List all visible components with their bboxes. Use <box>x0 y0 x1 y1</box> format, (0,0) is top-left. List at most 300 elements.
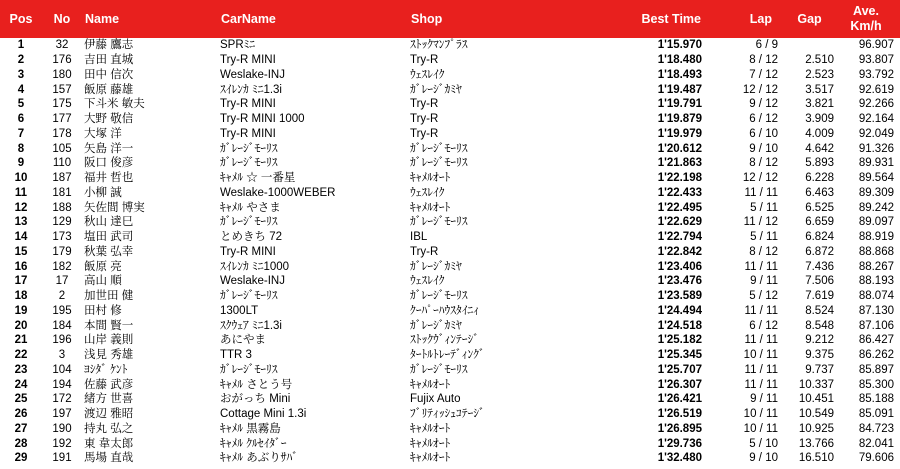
cell-lap: 5 / 12 <box>749 290 778 303</box>
cell-car-name: ｷｬﾒﾙ ｸﾙｾｲﾀﾞｰ <box>220 437 287 450</box>
cell-best-time: 1'23.589 <box>657 290 702 303</box>
cell-shop: Try-R <box>410 98 439 111</box>
cell-car-name: Try-R MINI <box>220 54 276 67</box>
cell-shop: ｶﾞﾚｰｼﾞﾓｰﾘｽ <box>410 363 468 376</box>
cell-ave-speed: 89.242 <box>858 201 894 214</box>
cell-car-name: TTR 3 <box>220 349 252 362</box>
cell-driver-name: 佐藤 武彦 <box>84 378 134 391</box>
header-pos: Pos <box>9 11 33 26</box>
cell-driver-name: 飯原 藤雄 <box>84 83 134 96</box>
cell-best-time: 1'15.970 <box>657 39 702 52</box>
cell-car-name: ｷｬﾒﾙ ☆ 一番星 <box>220 172 296 185</box>
cell-ave-speed: 92.164 <box>858 113 894 126</box>
table-row <box>0 171 900 186</box>
table-row <box>0 363 900 378</box>
cell-ave-speed: 92.619 <box>858 83 894 96</box>
table-row <box>0 245 900 260</box>
cell-lap: 5 / 11 <box>750 201 778 214</box>
cell-pos: 5 <box>17 98 25 111</box>
cell-pos: 17 <box>14 275 28 288</box>
cell-best-time: 1'19.791 <box>657 98 702 111</box>
cell-car-number: 129 <box>52 216 72 229</box>
cell-best-time: 1'25.182 <box>657 334 702 347</box>
table-header <box>0 0 900 38</box>
cell-car-number: 192 <box>52 437 72 450</box>
cell-car-name: Try-R MINI <box>220 98 276 111</box>
cell-gap: 3.909 <box>805 113 834 126</box>
cell-shop: ｷｬﾒﾙｵｰﾄ <box>410 452 451 465</box>
cell-lap: 9 / 10 <box>749 452 778 465</box>
cell-pos: 24 <box>14 378 28 391</box>
cell-car-name: ｶﾞﾚｰｼﾞﾓｰﾘｽ <box>220 157 278 170</box>
cell-pos: 10 <box>14 172 28 185</box>
cell-pos: 4 <box>17 83 25 96</box>
cell-shop: ｶﾞﾚｰｼﾞｶﾐﾔ <box>410 260 462 273</box>
table-row <box>0 156 900 171</box>
cell-lap: 5 / 10 <box>749 437 778 450</box>
cell-car-name: ｷｬﾒﾙ さとう号 <box>220 378 293 391</box>
header-ave-speed <box>837 0 900 38</box>
cell-pos: 29 <box>14 452 28 465</box>
cell-pos: 20 <box>14 319 28 332</box>
cell-lap: 5 / 11 <box>750 231 778 244</box>
table-row <box>0 451 900 466</box>
cell-car-name: Weslake-INJ <box>220 68 285 81</box>
cell-car-name: ｶﾞﾚｰｼﾞﾓｰﾘｽ <box>220 142 278 155</box>
cell-car-name: Try-R MINI 1000 <box>220 113 305 126</box>
cell-gap: 6.228 <box>805 172 834 185</box>
cell-gap: 4.009 <box>805 127 834 140</box>
cell-shop: ｽﾄｯｸﾏﾝﾌﾟﾗｽ <box>410 39 468 52</box>
cell-ave-speed: 87.130 <box>858 304 894 317</box>
cell-shop: Try-R <box>410 113 439 126</box>
header-row <box>0 0 900 38</box>
cell-ave-speed: 86.427 <box>858 334 894 347</box>
cell-shop: ｸｰﾊﾟｰﾊｳｽﾀｲﾆｨ <box>410 304 479 317</box>
table-row <box>0 304 900 319</box>
cell-pos: 23 <box>14 363 28 376</box>
cell-best-time: 1'18.493 <box>657 68 702 81</box>
cell-car-name: Try-R MINI <box>220 245 276 258</box>
cell-gap: 7.506 <box>805 275 834 288</box>
cell-shop: ｽﾄｯｸｳﾞｨﾝﾃｰｼﾞ <box>410 334 479 347</box>
cell-lap: 12 / 12 <box>742 83 778 96</box>
cell-pos: 7 <box>17 127 25 140</box>
table-row <box>0 230 900 245</box>
cell-car-name: SPRﾐﾆ <box>220 39 256 52</box>
cell-ave-speed: 88.074 <box>858 290 894 303</box>
cell-best-time: 1'19.979 <box>657 127 702 140</box>
cell-shop: ﾀｰﾄﾙﾄﾚｰﾃﾞｨﾝｸﾞ <box>410 349 485 362</box>
cell-lap: 12 / 12 <box>742 172 778 185</box>
cell-car-number: 184 <box>52 319 72 332</box>
table-body <box>0 38 900 466</box>
header-gap: Gap <box>797 11 822 26</box>
table-row <box>0 289 900 304</box>
cell-gap: 8.548 <box>805 319 834 332</box>
cell-driver-name: 田中 信次 <box>84 68 134 81</box>
cell-lap: 11 / 11 <box>744 260 778 273</box>
cell-shop: IBL <box>410 231 428 244</box>
cell-pos: 14 <box>14 231 28 244</box>
cell-driver-name: 山岸 義則 <box>84 334 134 347</box>
cell-shop: Try-R <box>410 54 439 67</box>
cell-lap: 8 / 12 <box>749 54 778 67</box>
cell-lap: 8 / 12 <box>749 245 778 258</box>
cell-pos: 21 <box>14 334 28 347</box>
table-row <box>0 215 900 230</box>
cell-gap: 6.659 <box>805 216 834 229</box>
table-row <box>0 68 900 83</box>
cell-car-number: 3 <box>58 349 66 362</box>
cell-ave-speed: 79.606 <box>858 452 894 465</box>
table-row <box>0 318 900 333</box>
cell-ave-speed: 86.262 <box>858 349 894 362</box>
table-row <box>0 392 900 407</box>
cell-car-number: 32 <box>55 39 69 52</box>
cell-best-time: 1'24.494 <box>657 304 702 317</box>
cell-lap: 8 / 12 <box>749 157 778 170</box>
cell-pos: 26 <box>14 408 28 421</box>
cell-shop: Fujix Auto <box>410 393 461 406</box>
cell-car-name: ｽｲﾚﾝｶ ﾐﾆ1000 <box>220 260 290 273</box>
cell-gap: 4.642 <box>805 142 834 155</box>
cell-driver-name: 東 韋太郎 <box>84 437 134 450</box>
cell-shop: ｶﾞﾚｰｼﾞﾓｰﾘｽ <box>410 290 468 303</box>
cell-car-number: 190 <box>52 422 72 435</box>
cell-best-time: 1'22.842 <box>657 245 702 258</box>
cell-ave-speed: 87.106 <box>858 319 894 332</box>
cell-driver-name: 阪口 俊彦 <box>84 157 134 170</box>
cell-car-number: 177 <box>52 113 72 126</box>
cell-best-time: 1'21.863 <box>657 157 702 170</box>
cell-shop: ｷｬﾒﾙｵｰﾄ <box>410 201 451 214</box>
cell-shop: Try-R <box>410 127 439 140</box>
cell-best-time: 1'19.879 <box>657 113 702 126</box>
cell-ave-speed: 82.041 <box>858 437 894 450</box>
cell-pos: 19 <box>14 304 28 317</box>
cell-car-name: ｽｸｳｪｱ ﾐﾆ1.3i <box>220 319 282 332</box>
cell-driver-name: 飯原 亮 <box>84 260 122 273</box>
cell-best-time: 1'26.895 <box>657 422 702 435</box>
cell-car-number: 194 <box>52 378 72 391</box>
cell-shop: ｷｬﾒﾙｵｰﾄ <box>410 378 451 391</box>
cell-driver-name: 矢佐間 博実 <box>84 201 145 214</box>
cell-best-time: 1'22.495 <box>657 201 702 214</box>
cell-car-number: 196 <box>52 334 72 347</box>
cell-lap: 11 / 11 <box>744 304 778 317</box>
cell-best-time: 1'19.487 <box>657 83 702 96</box>
cell-best-time: 1'26.307 <box>657 378 702 391</box>
cell-gap: 16.510 <box>798 452 834 465</box>
cell-best-time: 1'22.433 <box>657 186 702 199</box>
cell-ave-speed: 88.193 <box>858 275 894 288</box>
table-row <box>0 200 900 215</box>
cell-car-number: 180 <box>52 68 72 81</box>
cell-ave-speed: 85.091 <box>858 408 894 421</box>
cell-car-number: 182 <box>52 260 72 273</box>
cell-lap: 11 / 11 <box>744 363 778 376</box>
cell-shop: ﾌﾞﾘﾃｨｯｼｭｺﾃｰｼﾞ <box>410 408 485 421</box>
cell-gap: 6.463 <box>805 186 834 199</box>
cell-driver-name: 大塚 洋 <box>84 127 122 140</box>
table-row <box>0 377 900 392</box>
cell-best-time: 1'25.707 <box>657 363 702 376</box>
header-name: Name <box>85 11 120 26</box>
cell-pos: 25 <box>14 393 28 406</box>
cell-car-number: 179 <box>52 245 72 258</box>
cell-gap: 6.872 <box>805 245 834 258</box>
cell-driver-name: 下斗米 敏夫 <box>84 98 145 111</box>
cell-ave-speed: 89.309 <box>858 186 894 199</box>
cell-car-number: 175 <box>52 98 72 111</box>
cell-gap: 10.925 <box>798 422 834 435</box>
cell-ave-speed: 89.097 <box>858 216 894 229</box>
header-ave-label: Ave. <box>853 4 879 18</box>
cell-car-name: とめきち 72 <box>220 231 282 244</box>
cell-car-name: Cottage Mini 1.3i <box>220 408 307 421</box>
cell-lap: 11 / 11 <box>744 186 778 199</box>
cell-shop: ｶﾞﾚｰｼﾞﾓｰﾘｽ <box>410 142 468 155</box>
cell-lap: 6 / 9 <box>755 39 778 52</box>
cell-best-time: 1'26.519 <box>657 408 702 421</box>
cell-car-number: 195 <box>52 304 72 317</box>
table-row <box>0 274 900 289</box>
cell-best-time: 1'22.198 <box>657 172 702 185</box>
table-row <box>0 141 900 156</box>
cell-gap: 9.737 <box>805 363 834 376</box>
cell-best-time: 1'22.629 <box>657 216 702 229</box>
cell-driver-name: 馬場 直哉 <box>84 452 134 465</box>
cell-lap: 10 / 11 <box>743 408 778 421</box>
cell-best-time: 1'29.736 <box>657 437 702 450</box>
cell-car-name: Try-R MINI <box>220 127 276 140</box>
cell-driver-name: ﾖｼﾀﾞ ｹﾝﾄ <box>84 363 128 376</box>
cell-pos: 8 <box>17 142 25 155</box>
cell-best-time: 1'26.421 <box>657 393 702 406</box>
cell-pos: 15 <box>14 245 28 258</box>
cell-ave-speed: 89.931 <box>858 157 894 170</box>
cell-pos: 16 <box>14 260 28 273</box>
cell-driver-name: 矢島 洋一 <box>84 142 134 155</box>
cell-car-name: Weslake-1000WEBER <box>220 186 336 199</box>
header-best-time: Best Time <box>641 11 701 26</box>
cell-gap: 6.824 <box>805 231 834 244</box>
cell-ave-speed: 92.049 <box>858 127 894 140</box>
cell-pos: 28 <box>14 437 28 450</box>
cell-driver-name: 加世田 健 <box>84 290 134 303</box>
cell-pos: 27 <box>14 422 28 435</box>
cell-car-number: 17 <box>55 275 69 288</box>
cell-car-number: 188 <box>52 201 72 214</box>
cell-driver-name: 吉田 直城 <box>84 54 134 67</box>
cell-car-number: 157 <box>52 83 72 96</box>
cell-lap: 6 / 12 <box>749 113 778 126</box>
cell-car-name: ｷｬﾒﾙ 黒霧島 <box>220 422 281 435</box>
cell-car-number: 105 <box>52 142 72 155</box>
cell-car-number: 104 <box>52 363 72 376</box>
cell-lap: 11 / 11 <box>744 378 778 391</box>
cell-gap: 9.375 <box>805 349 834 362</box>
cell-driver-name: 緒方 世喜 <box>84 393 134 406</box>
cell-car-name: ｶﾞﾚｰｼﾞﾓｰﾘｽ <box>220 290 278 303</box>
cell-gap: 8.524 <box>805 304 834 317</box>
cell-driver-name: 小柳 誠 <box>84 186 122 199</box>
cell-gap: 10.451 <box>798 393 834 406</box>
cell-car-name: あにやま <box>220 334 266 347</box>
cell-driver-name: 大野 敬信 <box>84 113 134 126</box>
cell-best-time: 1'23.406 <box>657 260 702 273</box>
cell-car-name: ｽｲﾚﾝｶ ﾐﾆ1.3i <box>220 83 282 96</box>
cell-car-number: 178 <box>52 127 72 140</box>
table-row <box>0 127 900 142</box>
cell-car-number: 110 <box>52 157 72 170</box>
cell-ave-speed: 89.564 <box>858 172 894 185</box>
cell-gap: 9.212 <box>805 334 834 347</box>
cell-shop: ｶﾞﾚｰｼﾞﾓｰﾘｽ <box>410 157 468 170</box>
cell-ave-speed: 93.792 <box>858 68 894 81</box>
cell-car-number: 197 <box>52 408 72 421</box>
cell-pos: 2 <box>17 54 25 67</box>
cell-pos: 3 <box>17 68 25 81</box>
cell-car-name: ｷｬﾒﾙ やさま <box>220 201 281 214</box>
table-row <box>0 407 900 422</box>
cell-gap: 10.337 <box>798 378 834 391</box>
cell-gap: 2.510 <box>805 54 834 67</box>
cell-ave-speed: 88.919 <box>858 231 894 244</box>
header-ave-unit: Km/h <box>850 19 882 33</box>
cell-gap: 13.766 <box>798 437 834 450</box>
cell-ave-speed: 84.723 <box>858 422 894 435</box>
table-row <box>0 97 900 112</box>
cell-ave-speed: 85.188 <box>858 393 894 406</box>
table-row <box>0 186 900 201</box>
cell-pos: 1 <box>17 39 25 52</box>
cell-gap: 7.436 <box>805 260 834 273</box>
cell-pos: 22 <box>14 349 28 362</box>
cell-driver-name: 持丸 弘之 <box>84 422 134 435</box>
header-lap: Lap <box>749 11 772 26</box>
cell-lap: 11 / 11 <box>744 334 778 347</box>
cell-car-number: 173 <box>52 231 72 244</box>
cell-pos: 13 <box>14 216 28 229</box>
cell-gap: 6.525 <box>805 201 834 214</box>
cell-gap: 7.619 <box>805 290 834 303</box>
cell-lap: 9 / 11 <box>750 393 778 406</box>
cell-ave-speed: 85.897 <box>858 363 894 376</box>
cell-driver-name: 伊藤 鷹志 <box>84 39 134 52</box>
cell-shop: ｶﾞﾚｰｼﾞｶﾐﾔ <box>410 83 462 96</box>
cell-ave-speed: 85.300 <box>858 378 894 391</box>
cell-car-name: ｶﾞﾚｰｼﾞﾓｰﾘｽ <box>220 363 278 376</box>
cell-shop: ｷｬﾒﾙｵｰﾄ <box>410 437 451 450</box>
cell-driver-name: 塩田 武司 <box>84 231 134 244</box>
cell-lap: 7 / 12 <box>749 68 778 81</box>
cell-car-number: 187 <box>52 172 72 185</box>
cell-driver-name: 本間 賢一 <box>84 319 134 332</box>
cell-best-time: 1'22.794 <box>657 231 702 244</box>
cell-lap: 9 / 10 <box>749 142 778 155</box>
cell-gap: 10.549 <box>798 408 834 421</box>
cell-pos: 11 <box>14 186 28 199</box>
cell-gap: 2.523 <box>805 68 834 81</box>
table-row <box>0 348 900 363</box>
cell-best-time: 1'20.612 <box>657 142 702 155</box>
cell-ave-speed: 93.807 <box>858 54 894 67</box>
cell-car-name: Weslake-INJ <box>220 275 285 288</box>
cell-driver-name: 秋山 達巳 <box>84 216 134 229</box>
cell-best-time: 1'32.480 <box>657 452 702 465</box>
table-row <box>0 53 900 68</box>
table-row <box>0 259 900 274</box>
table-row <box>0 82 900 97</box>
cell-pos: 12 <box>14 201 28 214</box>
cell-gap: 3.517 <box>805 83 834 96</box>
cell-driver-name: 秋葉 弘幸 <box>84 245 134 258</box>
cell-car-name: おがっち Mini <box>220 393 291 406</box>
header-shop: Shop <box>411 11 443 26</box>
cell-driver-name: 渡辺 雅昭 <box>84 408 134 421</box>
cell-lap: 9 / 12 <box>749 98 778 111</box>
cell-car-number: 191 <box>52 452 72 465</box>
table-row <box>0 333 900 348</box>
cell-car-number: 176 <box>52 54 72 67</box>
cell-car-number: 2 <box>58 290 66 303</box>
cell-ave-speed: 92.266 <box>858 98 894 111</box>
cell-car-name: 1300LT <box>220 304 259 317</box>
cell-shop: ｶﾞﾚｰｼﾞｶﾐﾔ <box>410 319 462 332</box>
cell-shop: ｳｪｽﾚｲｸ <box>410 275 445 288</box>
cell-shop: ｶﾞﾚｰｼﾞﾓｰﾘｽ <box>410 216 468 229</box>
cell-best-time: 1'23.476 <box>657 275 702 288</box>
cell-lap: 11 / 12 <box>743 216 778 229</box>
cell-lap: 6 / 10 <box>749 127 778 140</box>
cell-shop: ｳｪｽﾚｲｸ <box>410 186 445 199</box>
cell-driver-name: 福井 哲也 <box>84 172 134 185</box>
cell-lap: 10 / 11 <box>743 422 778 435</box>
cell-best-time: 1'24.518 <box>657 319 702 332</box>
table-row <box>0 38 900 53</box>
cell-pos: 9 <box>17 157 25 170</box>
cell-pos: 18 <box>14 290 28 303</box>
table-row <box>0 112 900 127</box>
cell-shop: Try-R <box>410 245 439 258</box>
cell-gap: 5.893 <box>805 157 834 170</box>
table-row <box>0 436 900 451</box>
cell-driver-name: 浅見 秀雄 <box>84 349 134 362</box>
cell-car-number: 172 <box>52 393 72 406</box>
cell-ave-speed: 91.326 <box>858 142 894 155</box>
cell-driver-name: 高山 順 <box>84 275 122 288</box>
cell-car-name: ｶﾞﾚｰｼﾞﾓｰﾘｽ <box>220 216 278 229</box>
cell-ave-speed: 96.907 <box>858 39 894 52</box>
cell-shop: ｷｬﾒﾙｵｰﾄ <box>410 172 451 185</box>
cell-ave-speed: 88.267 <box>858 260 894 273</box>
cell-gap <box>782 38 837 53</box>
cell-car-name: ｷｬﾒﾙ あぶりｻﾊﾞ <box>220 452 298 465</box>
cell-lap: 9 / 11 <box>750 275 778 288</box>
cell-best-time: 1'25.345 <box>657 349 702 362</box>
cell-car-number: 181 <box>52 186 72 199</box>
header-car-name: CarName <box>221 11 276 26</box>
header-no: No <box>53 11 71 26</box>
cell-pos: 6 <box>17 113 25 126</box>
cell-gap: 3.821 <box>805 98 834 111</box>
cell-shop: ｷｬﾒﾙｵｰﾄ <box>410 422 451 435</box>
cell-shop: ｳｪｽﾚｲｸ <box>410 68 445 81</box>
cell-ave-speed: 88.868 <box>858 245 894 258</box>
table-row <box>0 422 900 437</box>
